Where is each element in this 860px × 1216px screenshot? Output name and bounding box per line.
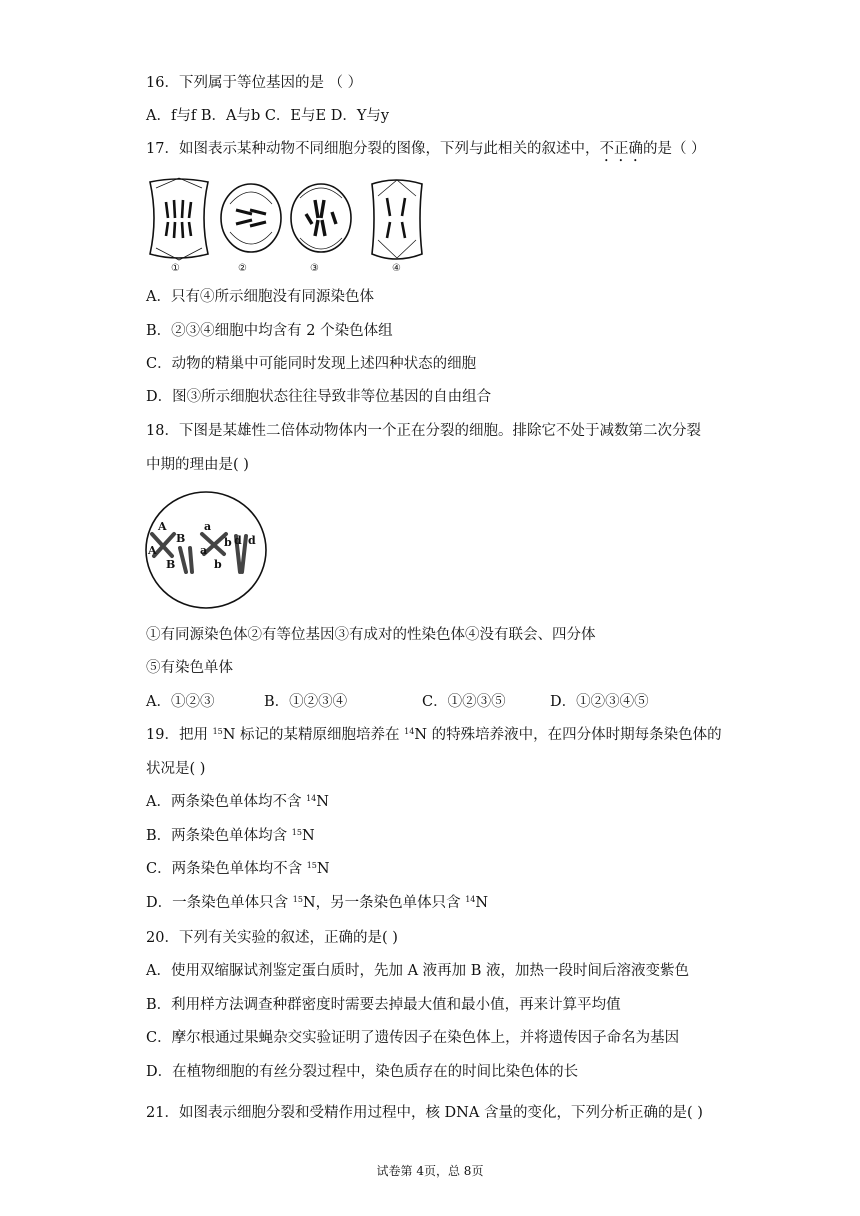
fig18-label-2: B	[176, 532, 186, 545]
q17-stem: 17．如图表示某种动物不同细胞分裂的图像，下列与此相关的叙述中，不正确的是（ ）	[146, 141, 706, 157]
q17-option-d: D．图③所示细胞状态往往导致非等位基因的自由组合	[146, 389, 492, 405]
q18-figure	[142, 488, 272, 612]
q18-option-c: C．①②③⑤	[422, 694, 506, 710]
q17-emphasis: 不正确	[599, 141, 643, 157]
q18-statements-line2: ⑤有染色单体	[146, 660, 233, 676]
cell-4	[372, 180, 422, 259]
q18-statements-line1: ①有同源染色体②有等位基因③有成对的性染色体④没有联会、四分体	[146, 627, 596, 643]
fig18-label-3: A	[148, 544, 157, 557]
q19-option-d: D．一条染色单体只含 $^{15}$N，另一条染色单体只含 $^{14}$N	[146, 895, 489, 911]
fig17-label-3: ③	[310, 263, 319, 274]
fig18-label-4: B	[166, 558, 176, 571]
q17-option-c: C．动物的精巢中可能同时发现上述四种状态的细胞	[146, 356, 477, 372]
q18-stem-line1: 18．下图是某雄性二倍体动物体内一个正在分裂的细胞。排除它不处于减数第二次分裂	[146, 423, 701, 439]
fig18-label-7: b	[224, 536, 232, 549]
q19-option-b: B．两条染色单体均含 $^{15}$N	[146, 828, 315, 844]
cell-2	[221, 184, 281, 252]
q20-option-d: D．在植物细胞的有丝分裂过程中，染色质存在的时间比染色体的长	[146, 1064, 579, 1080]
q17-option-a: A．只有④所示细胞没有同源染色体	[146, 289, 374, 305]
fig17-label-4: ④	[392, 263, 401, 274]
q19-option-c: C．两条染色单体均不含 $^{15}$N	[146, 861, 330, 877]
fig18-label-9: d	[234, 534, 242, 547]
q21-stem: 21．如图表示细胞分裂和受精作用过程中，核 DNA 含量的变化，下列分析正确的是( )	[146, 1105, 703, 1121]
page-footer: 试卷第 4页，总 8页	[376, 1164, 484, 1178]
q20-stem: 20．下列有关实验的叙述，正确的是( )	[146, 930, 398, 946]
fig18-label-6: a	[200, 544, 208, 557]
q20-option-b: B．利用样方法调查种群密度时需要去掉最大值和最小值，再来计算平均值	[146, 997, 621, 1013]
q17-figure	[140, 174, 436, 274]
fig18-label-1: A	[158, 520, 167, 533]
q18-option-b: B．①②③④	[264, 694, 348, 710]
fig17-label-1: ①	[171, 263, 180, 274]
q20-option-a: A．使用双缩脲试剂鉴定蛋白质时，先加 A 液再加 B 液，加热一段时间后溶液变紫色	[146, 963, 690, 979]
q16-stem: 16．下列属于等位基因的是 （ ）	[146, 75, 363, 91]
fig18-label-5: a	[204, 520, 212, 533]
fig17-label-2: ②	[238, 263, 247, 274]
q18-options	[146, 692, 649, 712]
q19-stem-line1: 19．把用 $^{15}$N 标记的某精原细胞培养在 $^{14}$N 的特殊培养液中，在四分体时期每条染色体的	[146, 727, 722, 743]
q18-stem-line2: 中期的理由是( )	[146, 457, 249, 473]
q19-option-a: A．两条染色单体均不含 $^{14}$N	[146, 794, 329, 810]
q17-option-b: B．②③④细胞中均含有 2 个染色体组	[146, 323, 393, 339]
cell-1	[150, 178, 208, 260]
q18-option-a: A．①②③	[146, 694, 215, 710]
fig18-label-8: b	[214, 558, 222, 571]
q20-option-c: C．摩尔根通过果蝇杂交实验证明了遗传因子在染色体上，并将遗传因子命名为基因	[146, 1030, 680, 1046]
q18-option-d: D．①②③④⑤	[550, 694, 649, 710]
q19-stem-line2: 状况是( )	[146, 761, 206, 777]
fig18-label-10: d	[248, 534, 256, 547]
cell-3	[291, 184, 351, 252]
q16-options: A．f与f B．A与b C．E与E D．Y与y	[146, 108, 390, 124]
